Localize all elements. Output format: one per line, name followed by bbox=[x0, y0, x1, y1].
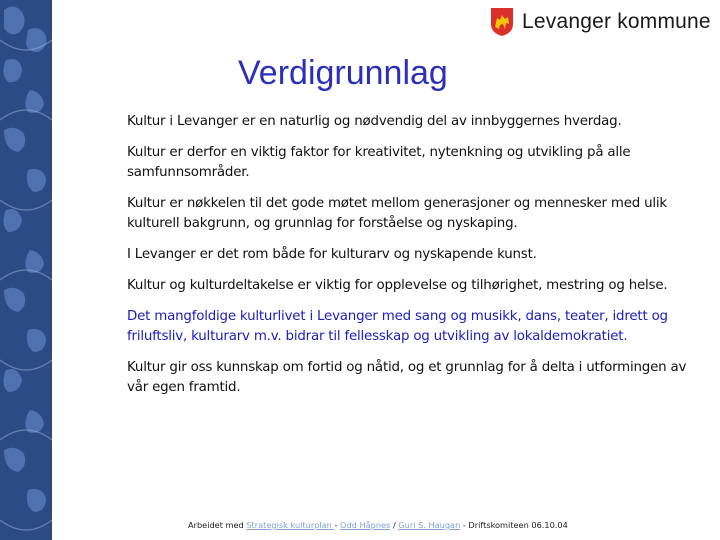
footer-prefix: Arbeidet med bbox=[188, 520, 247, 530]
footer-link-guri-haugan[interactable]: Guri S. Haugan bbox=[398, 520, 461, 530]
paragraph: I Levanger er det rom både for kulturarv og nyskapende kunst. bbox=[127, 247, 537, 262]
highlighted-paragraph: Det mangfoldige kulturlivet i Levanger med sang og musikk, dans, teater, idrett og friluftsliv, kulturarv m.v. bidrar til fellesskap og utvikling av lokaldemokratiet. bbox=[127, 309, 668, 344]
logo-text: Levanger kommune bbox=[522, 10, 711, 33]
paragraph: Kultur i Levanger er en naturlig og nødvendig del av innbyggernes hverdag. bbox=[127, 114, 622, 129]
paragraph: Kultur gir oss kunnskap om fortid og nåtid, og et grunnlag for å delta i utformingen av vår egen framtid. bbox=[127, 360, 687, 395]
paragraph: Kultur og kulturdeltakelse er viktig for opplevelse og tilhørighet, mestring og helse. bbox=[127, 278, 668, 293]
footer-link-odd-hapnes[interactable]: Odd Håpnes bbox=[340, 520, 391, 530]
footer bbox=[188, 520, 648, 530]
footer-separator: - bbox=[334, 520, 341, 530]
footer-suffix: - Driftskomiteen 06.10.04 bbox=[460, 520, 568, 530]
paragraph: Kultur er nøkkelen til det gode møtet mellom generasjoner og mennesker med ulik kulturell bakgrunn, og grunnlag for forståelse og nyskaping. bbox=[127, 196, 667, 231]
footer-separator: / bbox=[390, 520, 399, 530]
coat-of-arms-icon bbox=[490, 7, 514, 37]
footer-link-kulturplan[interactable]: Strategisk kulturplan bbox=[246, 520, 335, 530]
decorative-side-strip bbox=[0, 0, 52, 540]
content-body bbox=[127, 112, 702, 409]
page-title: Verdigrunnlag bbox=[238, 54, 448, 92]
municipality-logo bbox=[490, 6, 711, 38]
paragraph: Kultur er derfor en viktig faktor for kreativitet, nytenkning og utvikling på alle samfunnsområder. bbox=[127, 145, 631, 180]
